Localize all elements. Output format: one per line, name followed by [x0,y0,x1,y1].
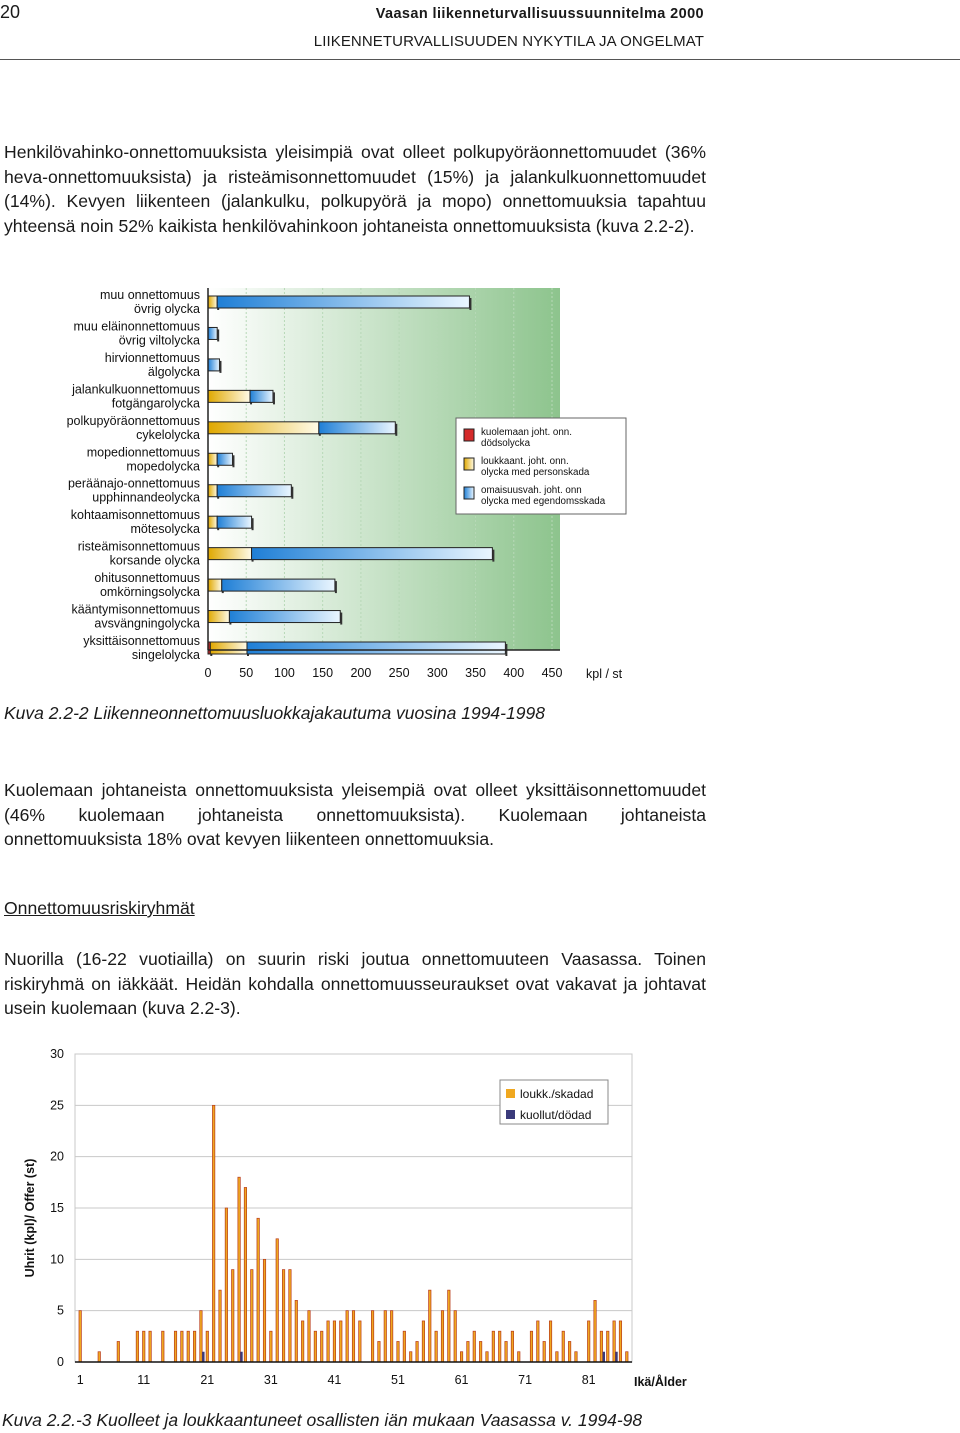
x-axis-label: kpl / st [586,667,623,681]
bar-shadow [219,361,221,373]
bar-injured [486,1352,488,1362]
bar-shadow [217,329,219,341]
legend-swatch [464,429,474,441]
x-tick-label: 41 [327,1373,342,1387]
category-label: älgolycka [147,364,200,379]
bar-inj [208,390,250,402]
legend-label: loukk./skadad [520,1087,594,1101]
paragraph-3: Nuorilla (16-22 vuotiailla) on suurin riski joutua onnettomuuteen Vaasassa. Toinen riskiryhmä on iäkkäät. Heidän kohdalla onnettomuusseuraukset ovat vakavat ja johtavat usein kuolemaan (kuva 2.2-3). [4,949,706,1019]
x-tick-label: 150 [312,666,334,680]
category-label: kohtaamisonnettomuus [70,508,200,523]
bar-killed [240,1352,242,1362]
bar-shadow [273,392,275,404]
category-label: cykelolycka [136,427,200,442]
legend-label: kuollut/dödad [520,1108,592,1122]
x-tick-label: 300 [426,666,448,680]
bar-injured [454,1311,456,1362]
y-tick-label: 30 [50,1047,64,1061]
bar-shadow [291,487,293,499]
bar-injured [143,1331,145,1362]
bar-shadow [469,298,471,310]
legend-label: olycka med egendomsskada [481,496,606,507]
bar-injured [136,1331,138,1362]
bar-injured [371,1311,373,1362]
y-tick-label: 0 [57,1355,64,1369]
figure-caption-2: Kuva 2.2.-3 Kuolleet ja loukkaantuneet osallisten iän mukaan Vaasassa v. 1994-98 [2,1410,643,1430]
bar-injured [270,1331,272,1362]
bar-dam [252,548,493,560]
bar-shadow [395,424,397,436]
bar-injured [556,1352,558,1362]
x-tick-label: 21 [200,1373,215,1387]
section-title: LIIKENNETURVALLISUUDEN NYKYTILA JA ONGELMAT [313,33,704,50]
bar-injured [460,1352,462,1362]
bar-inj [208,485,217,497]
bar-injured [467,1341,469,1362]
accident-type-chart [0,280,700,690]
bar-inj [208,516,217,528]
bar-injured [79,1311,81,1362]
bar-injured [549,1321,551,1362]
bar-injured [257,1218,259,1362]
bar-injured [403,1331,405,1362]
bar-injured [378,1341,380,1362]
x-tick-label: 50 [239,666,254,680]
legend-swatch [506,1089,515,1098]
bar-shadow [232,455,234,467]
section-heading: Onnettomuusriskiryhmät [4,898,195,918]
x-tick-label: 61 [454,1373,469,1387]
bar-injured [327,1321,329,1362]
bar-injured [587,1321,589,1362]
bar-injured [435,1331,437,1362]
bar-injured [575,1352,577,1362]
bar-injured [441,1311,443,1362]
x-tick-label: 100 [274,666,295,680]
category-label: mötesolycka [130,522,200,537]
bar-injured [149,1331,151,1362]
bar-inj [208,548,252,560]
bar-injured [626,1352,628,1362]
bar-injured [187,1331,189,1362]
x-tick-label: 250 [388,666,410,680]
bar-injured [308,1311,310,1362]
bar-dam [222,579,335,591]
legend-label: dödsolycka [481,438,531,449]
bar-dam [217,516,251,528]
bar-dam [250,390,273,402]
bar-injured [193,1331,195,1362]
category-label: muu eläinonnettomuus [73,319,200,334]
x-tick-label: 350 [465,666,486,680]
bar-shadow [252,518,254,530]
category-label: polkupyöräonnettomuus [66,413,200,428]
y-axis-label: Uhrit (kpl)/ Offer (st) [23,1158,37,1278]
category-label: hirvionnettomuus [104,350,200,365]
figure-caption-1: Kuva 2.2-2 Liikenneonnettomuusluokkajakautuma vuosina 1994-1998 [4,703,545,723]
category-label: mopedionnettomuus [86,445,200,460]
bar-injured [390,1311,392,1362]
bar-injured [289,1270,291,1362]
bar-dam [217,485,291,497]
bar-injured [594,1300,596,1362]
bar-injured [346,1311,348,1362]
category-label: singelolycka [131,648,200,662]
bar-injured [219,1290,221,1362]
bar-injured [98,1352,100,1362]
bar-injured [162,1331,164,1362]
bar-injured [263,1259,265,1362]
bar-shadow [492,550,494,562]
bar-injured [479,1341,481,1362]
bar-injured [340,1321,342,1362]
bar-injured [282,1270,284,1362]
bar-injured [422,1321,424,1362]
category-label: peräänajo-onnettomuus [67,476,200,491]
category-label: kääntymisonnettomuus [71,602,200,617]
x-tick-label: 11 [137,1373,151,1387]
bar-injured [181,1331,183,1362]
bar-shadow [335,581,337,593]
bar-injured [619,1321,621,1362]
bar-injured [416,1341,418,1362]
bar-injured [206,1331,208,1362]
bar-killed [202,1352,204,1362]
y-tick-label: 25 [50,1098,64,1113]
x-tick-label: 400 [503,666,525,680]
bar-injured [518,1352,520,1362]
bar-injured [473,1331,475,1362]
category-label: risteämisonnettomuus [77,539,200,554]
legend-swatch [506,1110,515,1119]
bar-inj [208,296,217,308]
age-distribution-chart [0,1040,700,1400]
category-label: jalankulkuonnettomuus [72,382,200,397]
bar-injured [225,1208,227,1362]
bar-injured [448,1290,450,1362]
category-label: ohitusonnettomuus [94,571,200,586]
bar-injured [384,1311,386,1362]
legend-label: olycka med personskada [481,467,590,478]
document-title: Vaasan liikenneturvallisuussuunnitelma 2000 [375,6,704,22]
bar-injured [238,1177,240,1362]
x-tick-label: 71 [518,1373,533,1387]
legend-label: omaisuusvah. joht. onn [481,485,582,496]
bar-injured [410,1352,412,1362]
y-tick-label: 10 [50,1252,64,1267]
bar-dam [208,327,217,339]
bar-injured [295,1300,297,1362]
bar-inj [208,453,217,465]
legend-swatch [464,487,474,499]
category-label: upphinnandeolycka [92,490,200,505]
bar-injured [530,1331,532,1362]
bar-injured [174,1331,176,1362]
bar-dam [217,453,232,465]
category-label: korsande olycka [109,553,200,568]
bar-dam [319,422,395,434]
x-axis-label: Ikä/Ålder [634,1375,687,1389]
category-label: övrig olycka [134,302,200,316]
bar-injured [429,1290,431,1362]
x-tick-label: 81 [581,1373,596,1387]
bar-injured [562,1331,564,1362]
bar-injured [117,1341,119,1362]
category-label: yksittäisonnettomuus [83,634,200,648]
legend-label: kuolemaan joht. onn. [481,427,572,438]
paragraph-1: Henkilövahinko-onnettomuuksista yleisimpiä ovat olleet polkupyöräonnettomuudet (36% heva-onnettomuuksista) ja risteämisonnettomuudet (15%) ja jalankulkuonnettomuudet (14%). Kevyen liikenteen (jalankulku, polkupyörä ja mopo) onnettomuuksia tapahtuu yhteensä noin 52% kaikista henkilövahinkoon johtaneista onnettomuuksista (kuva 2.2-2). [4,142,706,236]
legend-swatch [464,458,474,470]
bar-killed [603,1352,605,1362]
bar-injured [314,1331,316,1362]
bar-injured [492,1331,494,1362]
category-label: mopedolycka [126,459,200,474]
bar-injured [321,1331,323,1362]
x-tick-label: 51 [391,1373,405,1387]
y-tick-label: 5 [57,1303,64,1318]
x-tick-label: 31 [263,1373,278,1387]
bar-injured [613,1321,615,1362]
bar-dam [217,296,469,308]
header-rule [0,59,960,60]
x-tick-label: 450 [541,666,563,680]
bar-injured [607,1331,609,1362]
bar-inj [208,422,319,434]
bar-dam [229,611,340,623]
bar-injured [511,1331,513,1362]
x-tick-label: 1 [76,1373,84,1387]
y-tick-label: 15 [50,1201,64,1215]
bar-inj [210,642,247,654]
bar-injured [251,1270,253,1362]
bar-injured [498,1331,500,1362]
bar-inj [208,579,222,591]
page-number: 20 [0,2,21,22]
bar-inj [208,611,229,623]
category-label: fotgängarolycka [111,396,200,411]
legend-label: loukkaant. joht. onn. [481,456,569,467]
paragraph-2: Kuolemaan johtaneista onnettomuuksista yleisempiä ovat olleet yksittäisonnettomuudet (46% kuolemaan johtaneista onnettomuuksista). Kuolemaan johtaneista onnettomuuksista 18% ovat kevyen liikenteen onnettomuuksia. [4,780,706,850]
category-label: övrig viltolycka [118,333,200,348]
bar-injured [505,1341,507,1362]
bar-injured [333,1321,335,1362]
bar-dam [208,359,219,371]
bar-injured [352,1311,354,1362]
bar-injured [244,1187,246,1362]
x-tick-label: 0 [204,666,212,680]
bar-killed [615,1352,617,1362]
bar-injured [537,1321,539,1362]
category-label: muu onnettomuus [99,288,200,302]
bar-injured [301,1321,303,1362]
bar-injured [397,1341,399,1362]
category-label: omkörningsolycka [99,585,200,600]
bar-injured [200,1311,202,1362]
bar-injured [359,1321,361,1362]
bar-injured [600,1331,602,1362]
bar-dam [247,642,505,654]
bar-injured [568,1341,570,1362]
category-label: avsvängningolycka [94,616,200,631]
bar-injured [543,1341,545,1362]
bar-injured [232,1270,234,1362]
bar-injured [276,1239,278,1362]
x-tick-label: 200 [350,666,372,680]
y-tick-label: 20 [50,1149,64,1164]
bar-shadow [340,613,342,625]
bar-injured [212,1105,214,1362]
